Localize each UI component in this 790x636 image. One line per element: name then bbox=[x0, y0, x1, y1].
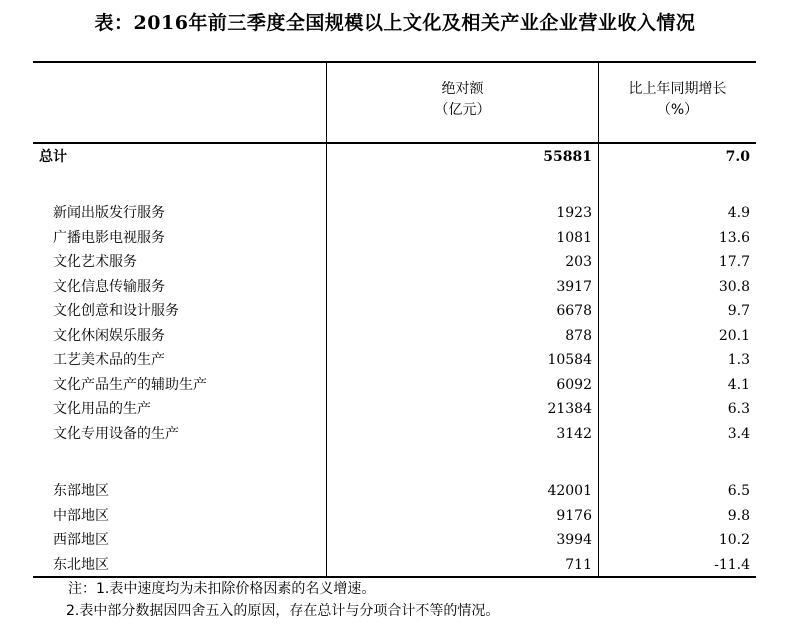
row-absolute-value: 10584 bbox=[547, 352, 592, 368]
row-label: 文化创意和设计服务 bbox=[53, 303, 179, 319]
row-absolute-value: 55881 bbox=[543, 149, 592, 165]
row-absolute-value: 42001 bbox=[547, 483, 592, 499]
data-table bbox=[33, 61, 756, 578]
row-label: 新闻出版发行服务 bbox=[53, 205, 165, 221]
row-growth-value: 4.9 bbox=[727, 205, 750, 221]
note-1: 注：1.表中速度均为未扣除价格因素的名义增速。 bbox=[68, 581, 376, 597]
table-notes bbox=[68, 578, 499, 622]
table-row bbox=[33, 373, 756, 397]
table-row bbox=[33, 324, 756, 348]
row-growth-value: 6.5 bbox=[727, 483, 750, 499]
row-growth-value: 7.0 bbox=[725, 149, 750, 165]
table-row bbox=[33, 226, 756, 250]
row-growth-value: 1.3 bbox=[727, 352, 750, 368]
table-row bbox=[33, 553, 756, 577]
table-row bbox=[33, 250, 756, 274]
row-absolute-value: 6678 bbox=[556, 303, 592, 319]
table-row-total bbox=[33, 145, 756, 169]
row-growth-value: 20.1 bbox=[718, 327, 750, 344]
row-absolute-value: 203 bbox=[565, 254, 592, 270]
table-top-rule bbox=[33, 61, 756, 63]
row-growth-value: 4.1 bbox=[727, 376, 750, 393]
row-label: 东部地区 bbox=[53, 483, 109, 499]
row-absolute-value: 1923 bbox=[556, 205, 592, 221]
row-growth-value: 17.7 bbox=[718, 254, 750, 270]
table-row bbox=[33, 275, 756, 299]
header-absolute-label: 绝对额 bbox=[441, 81, 484, 97]
row-absolute-value: 711 bbox=[565, 556, 592, 573]
table-row bbox=[33, 504, 756, 528]
header-growth-label: 比上年同期增长 bbox=[628, 81, 727, 97]
row-absolute-value: 3917 bbox=[556, 278, 592, 295]
row-label: 工艺美术品的生产 bbox=[53, 352, 165, 368]
row-growth-value: 9.7 bbox=[727, 303, 750, 319]
row-absolute-value: 3994 bbox=[556, 532, 592, 548]
header-absolute-unit: （亿元） bbox=[434, 102, 491, 118]
table-row bbox=[33, 348, 756, 372]
row-label: 文化产品生产的辅助生产 bbox=[53, 376, 207, 393]
header-growth-unit: （%） bbox=[656, 102, 699, 118]
row-label: 广播电影电视服务 bbox=[53, 229, 165, 246]
row-label: 总计 bbox=[39, 149, 67, 165]
row-growth-value: 13.6 bbox=[718, 229, 750, 246]
note-2: 2.表中部分数据因四舍五入的原因，存在总计与分项合计不等的情况。 bbox=[66, 603, 500, 619]
row-absolute-value: 21384 bbox=[547, 401, 592, 417]
table-row bbox=[33, 299, 756, 323]
row-growth-value: 6.3 bbox=[727, 401, 750, 417]
row-growth-value: 3.4 bbox=[727, 425, 750, 442]
row-growth-value: -11.4 bbox=[714, 556, 750, 573]
row-label: 中部地区 bbox=[53, 507, 109, 524]
table-row bbox=[33, 201, 756, 225]
table-row bbox=[33, 528, 756, 552]
row-absolute-value: 6092 bbox=[556, 376, 592, 393]
row-growth-value: 9.8 bbox=[727, 507, 750, 524]
row-absolute-value: 3142 bbox=[556, 425, 592, 442]
row-label: 文化艺术服务 bbox=[53, 254, 137, 270]
row-label: 文化信息传输服务 bbox=[53, 278, 165, 295]
row-label: 文化用品的生产 bbox=[53, 401, 151, 417]
row-absolute-value: 878 bbox=[565, 327, 592, 344]
row-label: 文化专用设备的生产 bbox=[53, 425, 179, 442]
row-growth-value: 10.2 bbox=[718, 532, 750, 548]
table-row bbox=[33, 479, 756, 503]
row-growth-value: 30.8 bbox=[718, 278, 750, 295]
row-label: 文化休闲娱乐服务 bbox=[53, 327, 165, 344]
row-absolute-value: 9176 bbox=[556, 507, 592, 524]
row-absolute-value: 1081 bbox=[556, 229, 592, 246]
table-row bbox=[33, 422, 756, 446]
row-label: 西部地区 bbox=[53, 532, 109, 548]
row-label: 东北地区 bbox=[53, 556, 109, 573]
table-row bbox=[33, 397, 756, 421]
header-absolute-amount bbox=[327, 79, 598, 121]
header-growth-rate bbox=[599, 79, 756, 121]
table-header-rule bbox=[33, 142, 756, 144]
table-title: 表：2016年前三季度全国规模以上文化及相关产业企业营业收入情况 bbox=[94, 12, 696, 34]
